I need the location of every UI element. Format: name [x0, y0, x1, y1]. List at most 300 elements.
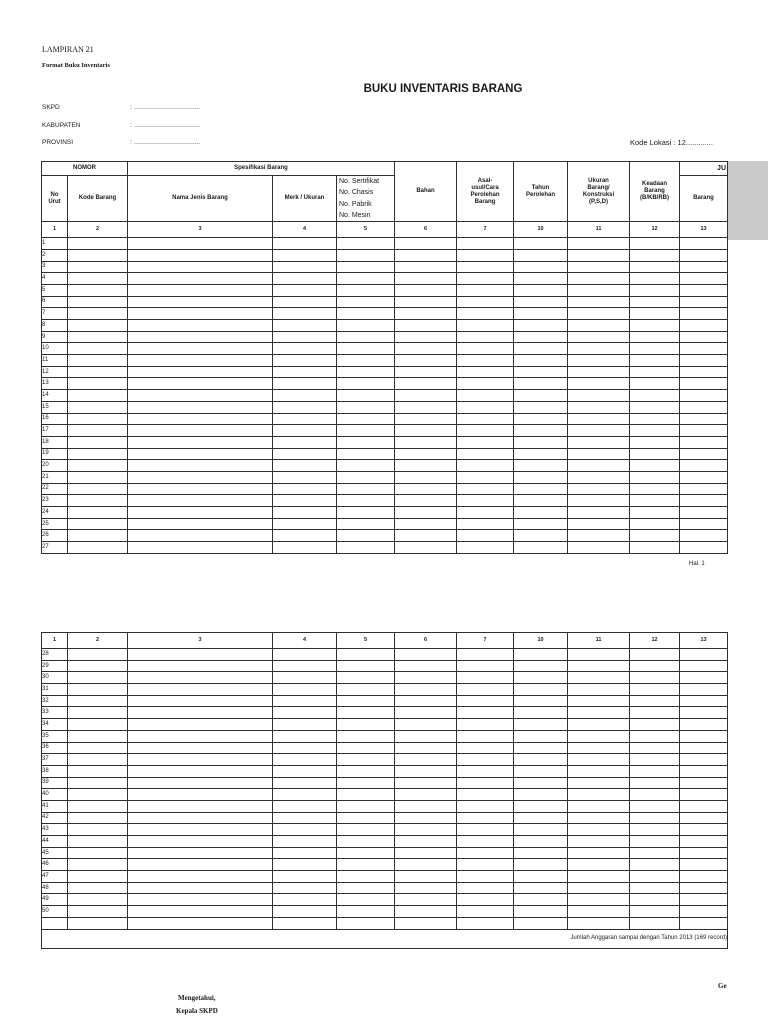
table-row	[42, 824, 728, 836]
table-cell	[568, 707, 630, 719]
table-cell	[395, 331, 457, 343]
table-cell	[273, 460, 337, 472]
table-cell	[337, 800, 395, 812]
table-cell	[68, 320, 128, 332]
table-cell	[337, 425, 395, 437]
table-row	[42, 261, 728, 273]
table-cell	[680, 413, 728, 425]
table-cell	[568, 495, 630, 507]
table-cell	[273, 882, 337, 894]
table-cell	[395, 789, 457, 801]
table-row	[42, 483, 728, 495]
table-cell	[514, 308, 568, 320]
table-cell	[630, 448, 680, 460]
table-row	[42, 495, 728, 507]
row-number: 45	[42, 847, 68, 859]
table-cell	[337, 296, 395, 308]
table-cell	[273, 672, 337, 684]
table-cell	[680, 284, 728, 296]
table-cell	[630, 355, 680, 367]
ukuran-konstruksi-header: Ukuran Barang/ Konstruksi (P,S,D)	[568, 162, 630, 222]
table-cell	[568, 284, 630, 296]
table-cell	[128, 495, 273, 507]
table-cell	[680, 742, 728, 754]
table-cell	[337, 495, 395, 507]
table-cell	[568, 800, 630, 812]
total-budget-note: Jumlah Anggaran sampai dengan Tahun 2013 (169 record)	[42, 929, 728, 948]
table-cell	[457, 824, 514, 836]
table-row	[42, 660, 728, 672]
table-cell	[680, 695, 728, 707]
table-cell	[68, 847, 128, 859]
table-cell	[630, 695, 680, 707]
table-cell	[395, 390, 457, 402]
table-cell	[337, 742, 395, 754]
table-cell	[630, 425, 680, 437]
table-row	[42, 413, 728, 425]
row-number: 38	[42, 765, 68, 777]
table-cell	[457, 460, 514, 472]
table-cell	[630, 460, 680, 472]
table-cell	[514, 824, 568, 836]
table-cell	[273, 917, 337, 929]
table-cell	[457, 730, 514, 742]
column-number-row	[42, 222, 728, 238]
table-row	[42, 436, 728, 448]
table-cell	[457, 355, 514, 367]
table-cell	[273, 871, 337, 883]
table-cell	[568, 343, 630, 355]
table-cell	[568, 719, 630, 731]
column-number: 10	[514, 222, 568, 238]
table-cell	[457, 789, 514, 801]
table-cell	[395, 707, 457, 719]
table-cell	[457, 273, 514, 285]
table-cell	[273, 308, 337, 320]
table-cell	[630, 777, 680, 789]
table-cell	[128, 777, 273, 789]
row-number: 25	[42, 518, 68, 530]
table-cell	[568, 518, 630, 530]
table-cell	[337, 871, 395, 883]
table-cell	[568, 436, 630, 448]
table-cell	[514, 413, 568, 425]
kode-barang-header: Kode Barang	[68, 176, 128, 222]
table-cell	[68, 284, 128, 296]
table-cell	[68, 695, 128, 707]
row-number: 18	[42, 436, 68, 448]
table-cell	[395, 401, 457, 413]
table-cell	[273, 366, 337, 378]
table-cell	[457, 765, 514, 777]
table-cell	[273, 448, 337, 460]
table-cell	[514, 684, 568, 696]
table-cell	[128, 894, 273, 906]
table-cell	[68, 824, 128, 836]
table-cell	[680, 261, 728, 273]
table-cell	[568, 649, 630, 661]
table-cell	[514, 343, 568, 355]
table-row	[42, 719, 728, 731]
table-row	[42, 859, 728, 871]
table-cell	[630, 273, 680, 285]
table-cell	[568, 672, 630, 684]
table-cell	[395, 355, 457, 367]
inventory-table-page-1	[41, 161, 728, 554]
column-number: 13	[680, 633, 728, 649]
asal-usul-header: Asal- usul/Cara Perolehan Barang	[457, 162, 514, 222]
table-cell	[630, 742, 680, 754]
table-row	[42, 894, 728, 906]
table-cell	[128, 448, 273, 460]
column-number: 3	[128, 222, 273, 238]
table-cell	[273, 894, 337, 906]
table-cell	[273, 483, 337, 495]
table-cell	[457, 917, 514, 929]
table-cell	[337, 518, 395, 530]
table-cell	[337, 308, 395, 320]
table-cell	[395, 413, 457, 425]
column-number: 5	[337, 633, 395, 649]
table-cell	[273, 495, 337, 507]
table-row	[42, 448, 728, 460]
table-cell	[395, 320, 457, 332]
table-cell	[128, 917, 273, 929]
table-cell	[128, 284, 273, 296]
table-cell	[128, 507, 273, 519]
table-cell	[337, 413, 395, 425]
table-cell	[128, 238, 273, 250]
table-cell	[273, 343, 337, 355]
table-cell	[68, 261, 128, 273]
table-cell	[680, 906, 728, 918]
table-cell	[568, 249, 630, 261]
table-cell	[68, 684, 128, 696]
table-cell	[680, 812, 728, 824]
nama-jenis-barang-header: Nama Jenis Barang	[128, 176, 273, 222]
table-cell	[680, 308, 728, 320]
table-row	[42, 742, 728, 754]
table-cell	[630, 542, 680, 554]
table-cell	[680, 719, 728, 731]
table-cell	[514, 812, 568, 824]
column-number: 11	[568, 633, 630, 649]
table-cell	[68, 882, 128, 894]
table-cell	[680, 765, 728, 777]
field-label-provinsi: PROVINSI	[42, 139, 74, 146]
column-number: 13	[680, 222, 728, 238]
table-cell	[395, 261, 457, 273]
table-cell	[337, 649, 395, 661]
table-cell	[514, 530, 568, 542]
table-cell	[568, 894, 630, 906]
row-number	[42, 917, 68, 929]
table-cell	[128, 660, 273, 672]
table-cell	[457, 812, 514, 824]
table-cell	[514, 425, 568, 437]
table-cell	[68, 401, 128, 413]
table-cell	[395, 542, 457, 554]
table-cell	[514, 378, 568, 390]
table-cell	[128, 719, 273, 731]
acknowledged-label: Mengetahui,	[178, 994, 216, 1002]
table-cell	[337, 719, 395, 731]
row-number: 7	[42, 308, 68, 320]
table-row	[42, 390, 728, 402]
page-edge-shade	[728, 161, 768, 240]
table-cell	[680, 448, 728, 460]
table-row	[42, 308, 728, 320]
table-cell	[395, 695, 457, 707]
table-cell	[680, 672, 728, 684]
format-label: Format Buku Inventaris	[42, 62, 110, 69]
table-cell	[337, 847, 395, 859]
row-number: 12	[42, 366, 68, 378]
table-cell	[457, 308, 514, 320]
location-code: Kode Lokasi : 12.............	[630, 138, 713, 147]
table-cell	[68, 436, 128, 448]
table-cell	[395, 871, 457, 883]
table-cell	[568, 238, 630, 250]
table-row	[42, 296, 728, 308]
table-cell	[273, 789, 337, 801]
table-cell	[680, 425, 728, 437]
nomor-group-header: NOMOR	[42, 162, 128, 176]
table-row	[42, 836, 728, 848]
table-cell	[128, 355, 273, 367]
table-cell	[457, 378, 514, 390]
table-cell	[337, 530, 395, 542]
table-cell	[395, 859, 457, 871]
table-cell	[514, 460, 568, 472]
table-row	[42, 542, 728, 554]
table-cell	[630, 378, 680, 390]
table-cell	[630, 249, 680, 261]
header-row-groups	[42, 162, 728, 176]
table-cell	[514, 273, 568, 285]
table-cell	[568, 754, 630, 766]
row-number: 20	[42, 460, 68, 472]
table-cell	[680, 320, 728, 332]
merk-ukuran-header: Merk / Ukuran	[273, 176, 337, 222]
table-row	[42, 649, 728, 661]
table-cell	[337, 507, 395, 519]
table-cell	[457, 296, 514, 308]
table-cell	[337, 824, 395, 836]
page-number: Hal. 1	[689, 561, 705, 567]
table-row	[42, 471, 728, 483]
table-cell	[680, 871, 728, 883]
table-cell	[680, 401, 728, 413]
table-cell	[68, 518, 128, 530]
table-cell	[68, 894, 128, 906]
table-cell	[337, 917, 395, 929]
table-cell	[273, 273, 337, 285]
table-cell	[128, 707, 273, 719]
table-cell	[128, 483, 273, 495]
table-cell	[395, 777, 457, 789]
table-cell	[395, 672, 457, 684]
table-cell	[457, 390, 514, 402]
table-cell	[128, 882, 273, 894]
row-number: 17	[42, 425, 68, 437]
table-cell	[457, 471, 514, 483]
table-cell	[273, 859, 337, 871]
table-cell	[457, 366, 514, 378]
table-cell	[630, 730, 680, 742]
table-cell	[630, 308, 680, 320]
table-cell	[457, 719, 514, 731]
row-number: 39	[42, 777, 68, 789]
table-cell	[680, 730, 728, 742]
table-cell	[337, 777, 395, 789]
column-number: 1	[42, 222, 68, 238]
table-cell	[630, 284, 680, 296]
table-cell	[395, 836, 457, 848]
table-cell	[128, 730, 273, 742]
table-cell	[680, 777, 728, 789]
table-cell	[273, 847, 337, 859]
table-cell	[337, 343, 395, 355]
table-cell	[128, 471, 273, 483]
table-cell	[630, 847, 680, 859]
table-cell	[273, 378, 337, 390]
table-cell	[337, 859, 395, 871]
table-cell	[457, 695, 514, 707]
table-cell	[630, 800, 680, 812]
row-number: 15	[42, 401, 68, 413]
table-cell	[630, 261, 680, 273]
column-number: 2	[68, 633, 128, 649]
table-body	[42, 238, 728, 554]
table-cell	[680, 836, 728, 848]
column-number: 4	[273, 222, 337, 238]
table-cell	[128, 906, 273, 918]
table-cell	[680, 296, 728, 308]
table-cell	[514, 355, 568, 367]
table-row	[42, 518, 728, 530]
table-cell	[514, 800, 568, 812]
table-cell	[68, 660, 128, 672]
table-cell	[68, 789, 128, 801]
table-cell	[337, 754, 395, 766]
table-cell	[568, 777, 630, 789]
row-number: 44	[42, 836, 68, 848]
row-number: 5	[42, 284, 68, 296]
table-cell	[395, 754, 457, 766]
table-cell	[68, 800, 128, 812]
table-cell	[457, 707, 514, 719]
table-cell	[630, 390, 680, 402]
table-cell	[514, 366, 568, 378]
table-cell	[568, 695, 630, 707]
table-cell	[68, 483, 128, 495]
row-number: 41	[42, 800, 68, 812]
table-cell	[630, 707, 680, 719]
table-cell	[630, 719, 680, 731]
table-cell	[68, 754, 128, 766]
table-cell	[128, 530, 273, 542]
table-cell	[630, 495, 680, 507]
table-cell	[68, 719, 128, 731]
table-cell	[337, 390, 395, 402]
row-number: 27	[42, 542, 68, 554]
row-number: 9	[42, 331, 68, 343]
table-cell	[568, 871, 630, 883]
table-cell	[395, 649, 457, 661]
table-cell	[457, 847, 514, 859]
row-number: 13	[42, 378, 68, 390]
spesifikasi-group-header: Spesifikasi Barang	[128, 162, 395, 176]
table-cell	[568, 413, 630, 425]
table-cell	[568, 320, 630, 332]
table-cell	[457, 871, 514, 883]
table-cell	[630, 824, 680, 836]
column-number: 11	[568, 222, 630, 238]
table-cell	[630, 518, 680, 530]
table-cell	[128, 308, 273, 320]
table-cell	[568, 765, 630, 777]
table-cell	[337, 366, 395, 378]
table-cell	[514, 871, 568, 883]
table-cell	[337, 378, 395, 390]
table-cell	[568, 824, 630, 836]
table-cell	[128, 754, 273, 766]
table-row	[42, 812, 728, 824]
table-cell	[514, 754, 568, 766]
table-cell	[337, 460, 395, 472]
table-cell	[680, 343, 728, 355]
table-cell	[630, 906, 680, 918]
table-cell	[395, 238, 457, 250]
table-cell	[128, 425, 273, 437]
table-cell	[457, 518, 514, 530]
table-cell	[68, 425, 128, 437]
table-cell	[630, 765, 680, 777]
table-cell	[273, 436, 337, 448]
table-cell	[128, 390, 273, 402]
table-cell	[273, 390, 337, 402]
row-number: 21	[42, 471, 68, 483]
table-cell	[568, 812, 630, 824]
table-body	[42, 649, 728, 918]
table-cell	[395, 882, 457, 894]
table-cell	[337, 249, 395, 261]
table-row	[42, 273, 728, 285]
table-cell	[514, 518, 568, 530]
table-cell	[680, 495, 728, 507]
table-cell	[514, 471, 568, 483]
inventory-table-page-2	[41, 632, 728, 949]
table-cell	[514, 894, 568, 906]
table-cell	[395, 906, 457, 918]
table-cell	[457, 413, 514, 425]
table-cell	[457, 507, 514, 519]
table-cell	[680, 894, 728, 906]
table-cell	[630, 649, 680, 661]
table-cell	[514, 742, 568, 754]
table-cell	[395, 765, 457, 777]
row-number: 2	[42, 249, 68, 261]
keadaan-header: Keadaan Barang (B/KB/RB)	[630, 162, 680, 222]
page-title: BUKU INVENTARIS BARANG	[363, 83, 523, 95]
table-cell	[514, 495, 568, 507]
table-cell	[68, 649, 128, 661]
table-cell	[68, 413, 128, 425]
table-cell	[273, 812, 337, 824]
table-cell	[68, 777, 128, 789]
table-cell	[568, 859, 630, 871]
